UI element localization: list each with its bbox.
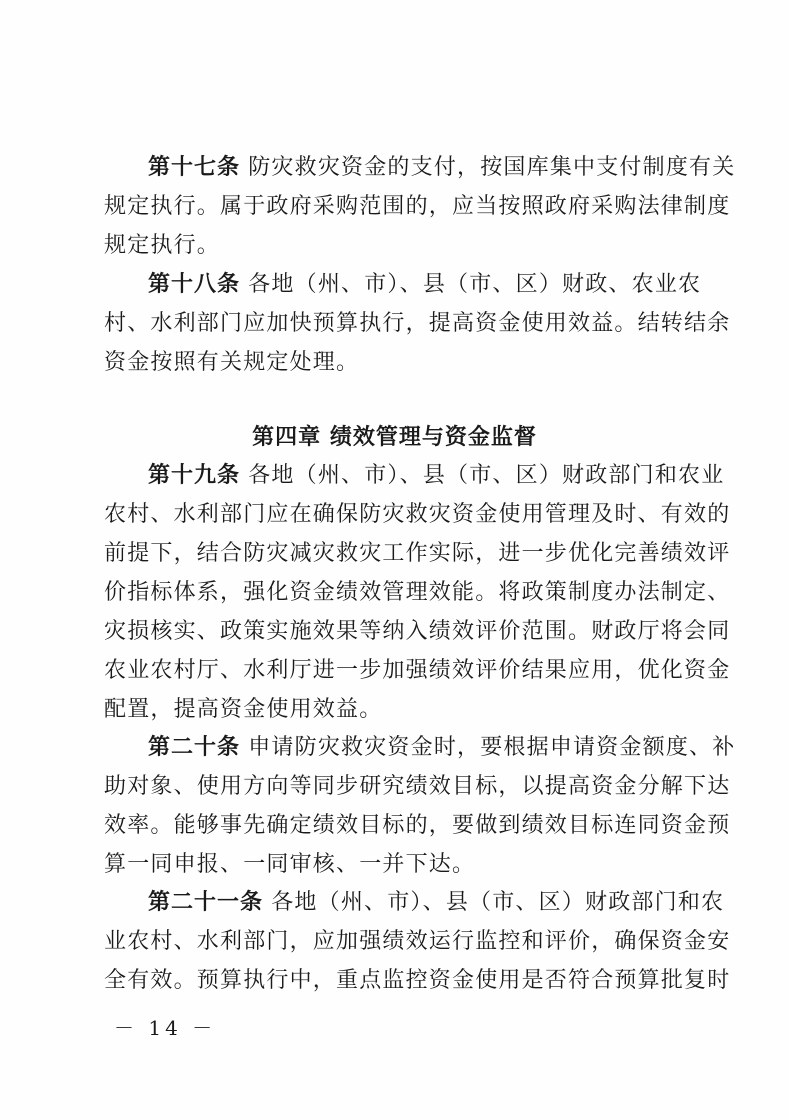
chapter-title: 第四章 绩效管理与资金监督 [252,425,537,450]
article-19-line-3: 前提下，结合防灾减灾救灾工作实际，进一步优化完善绩效评 [104,541,731,566]
article-21-line-2: 业农村、水利部门，应加强绩效运行监控和评价，确保资金安 [104,929,731,954]
article-18-line-1: 第十八条 各地（州、市）、县（市、区）财政、农业农 [148,272,702,297]
article-18-line-2: 村、水利部门应加快预算执行，提高资金使用效益。结转结余 [104,311,731,336]
article-21-line-1: 第二十一条 各地（州、市）、县（市、区）财政部门和农 [148,890,725,915]
article-20-line-1: 第二十条 申请防灾救灾资金时，要根据申请资金额度、补 [148,735,736,760]
article-17-line-3: 规定执行。 [104,233,221,258]
page-number: － 14 － [114,1016,217,1040]
article-17-line-2: 规定执行。属于政府采购范围的，应当按照政府采购法律制度 [104,194,731,219]
article-19-line-2: 农村、水利部门应在确保防灾救灾资金使用管理及时、有效的 [104,502,731,527]
article-19-line-7: 配置，提高资金使用效益。 [104,697,383,722]
article-17-line-1: 第十七条 防灾救灾资金的支付，按国库集中支付制度有关 [148,155,736,180]
article-21-number: 第二十一条 [148,890,264,915]
article-17-number: 第十七条 [148,155,241,180]
article-19-line-1: 第十九条 各地（州、市）、县（市、区）财政部门和农业 [148,463,725,488]
article-19-number: 第十九条 [148,463,241,488]
article-20-line-4: 算一同申报、一同审核、一并下达。 [104,852,476,877]
article-18-number: 第十八条 [148,272,241,297]
article-19-line-5: 灾损核实、政策实施效果等纳入绩效评价范围。财政厅将会同 [104,619,731,644]
article-21-line-3: 全有效。预算执行中，重点监控资金使用是否符合预算批复时 [104,968,731,993]
article-18-line-3: 资金按照有关规定处理。 [104,350,360,375]
article-20-line-2: 助对象、使用方向等同步研究绩效目标，以提高资金分解下达 [104,774,731,799]
article-20-number: 第二十条 [148,735,241,760]
article-20-line-3: 效率。能够事先确定绩效目标的，要做到绩效目标连同资金预 [104,813,731,838]
article-19-line-6: 农业农村厅、水利厅进一步加强绩效评价结果应用，优化资金 [104,658,731,683]
article-19-line-4: 价指标体系，强化资金绩效管理效能。将政策制度办法制定、 [104,580,731,605]
